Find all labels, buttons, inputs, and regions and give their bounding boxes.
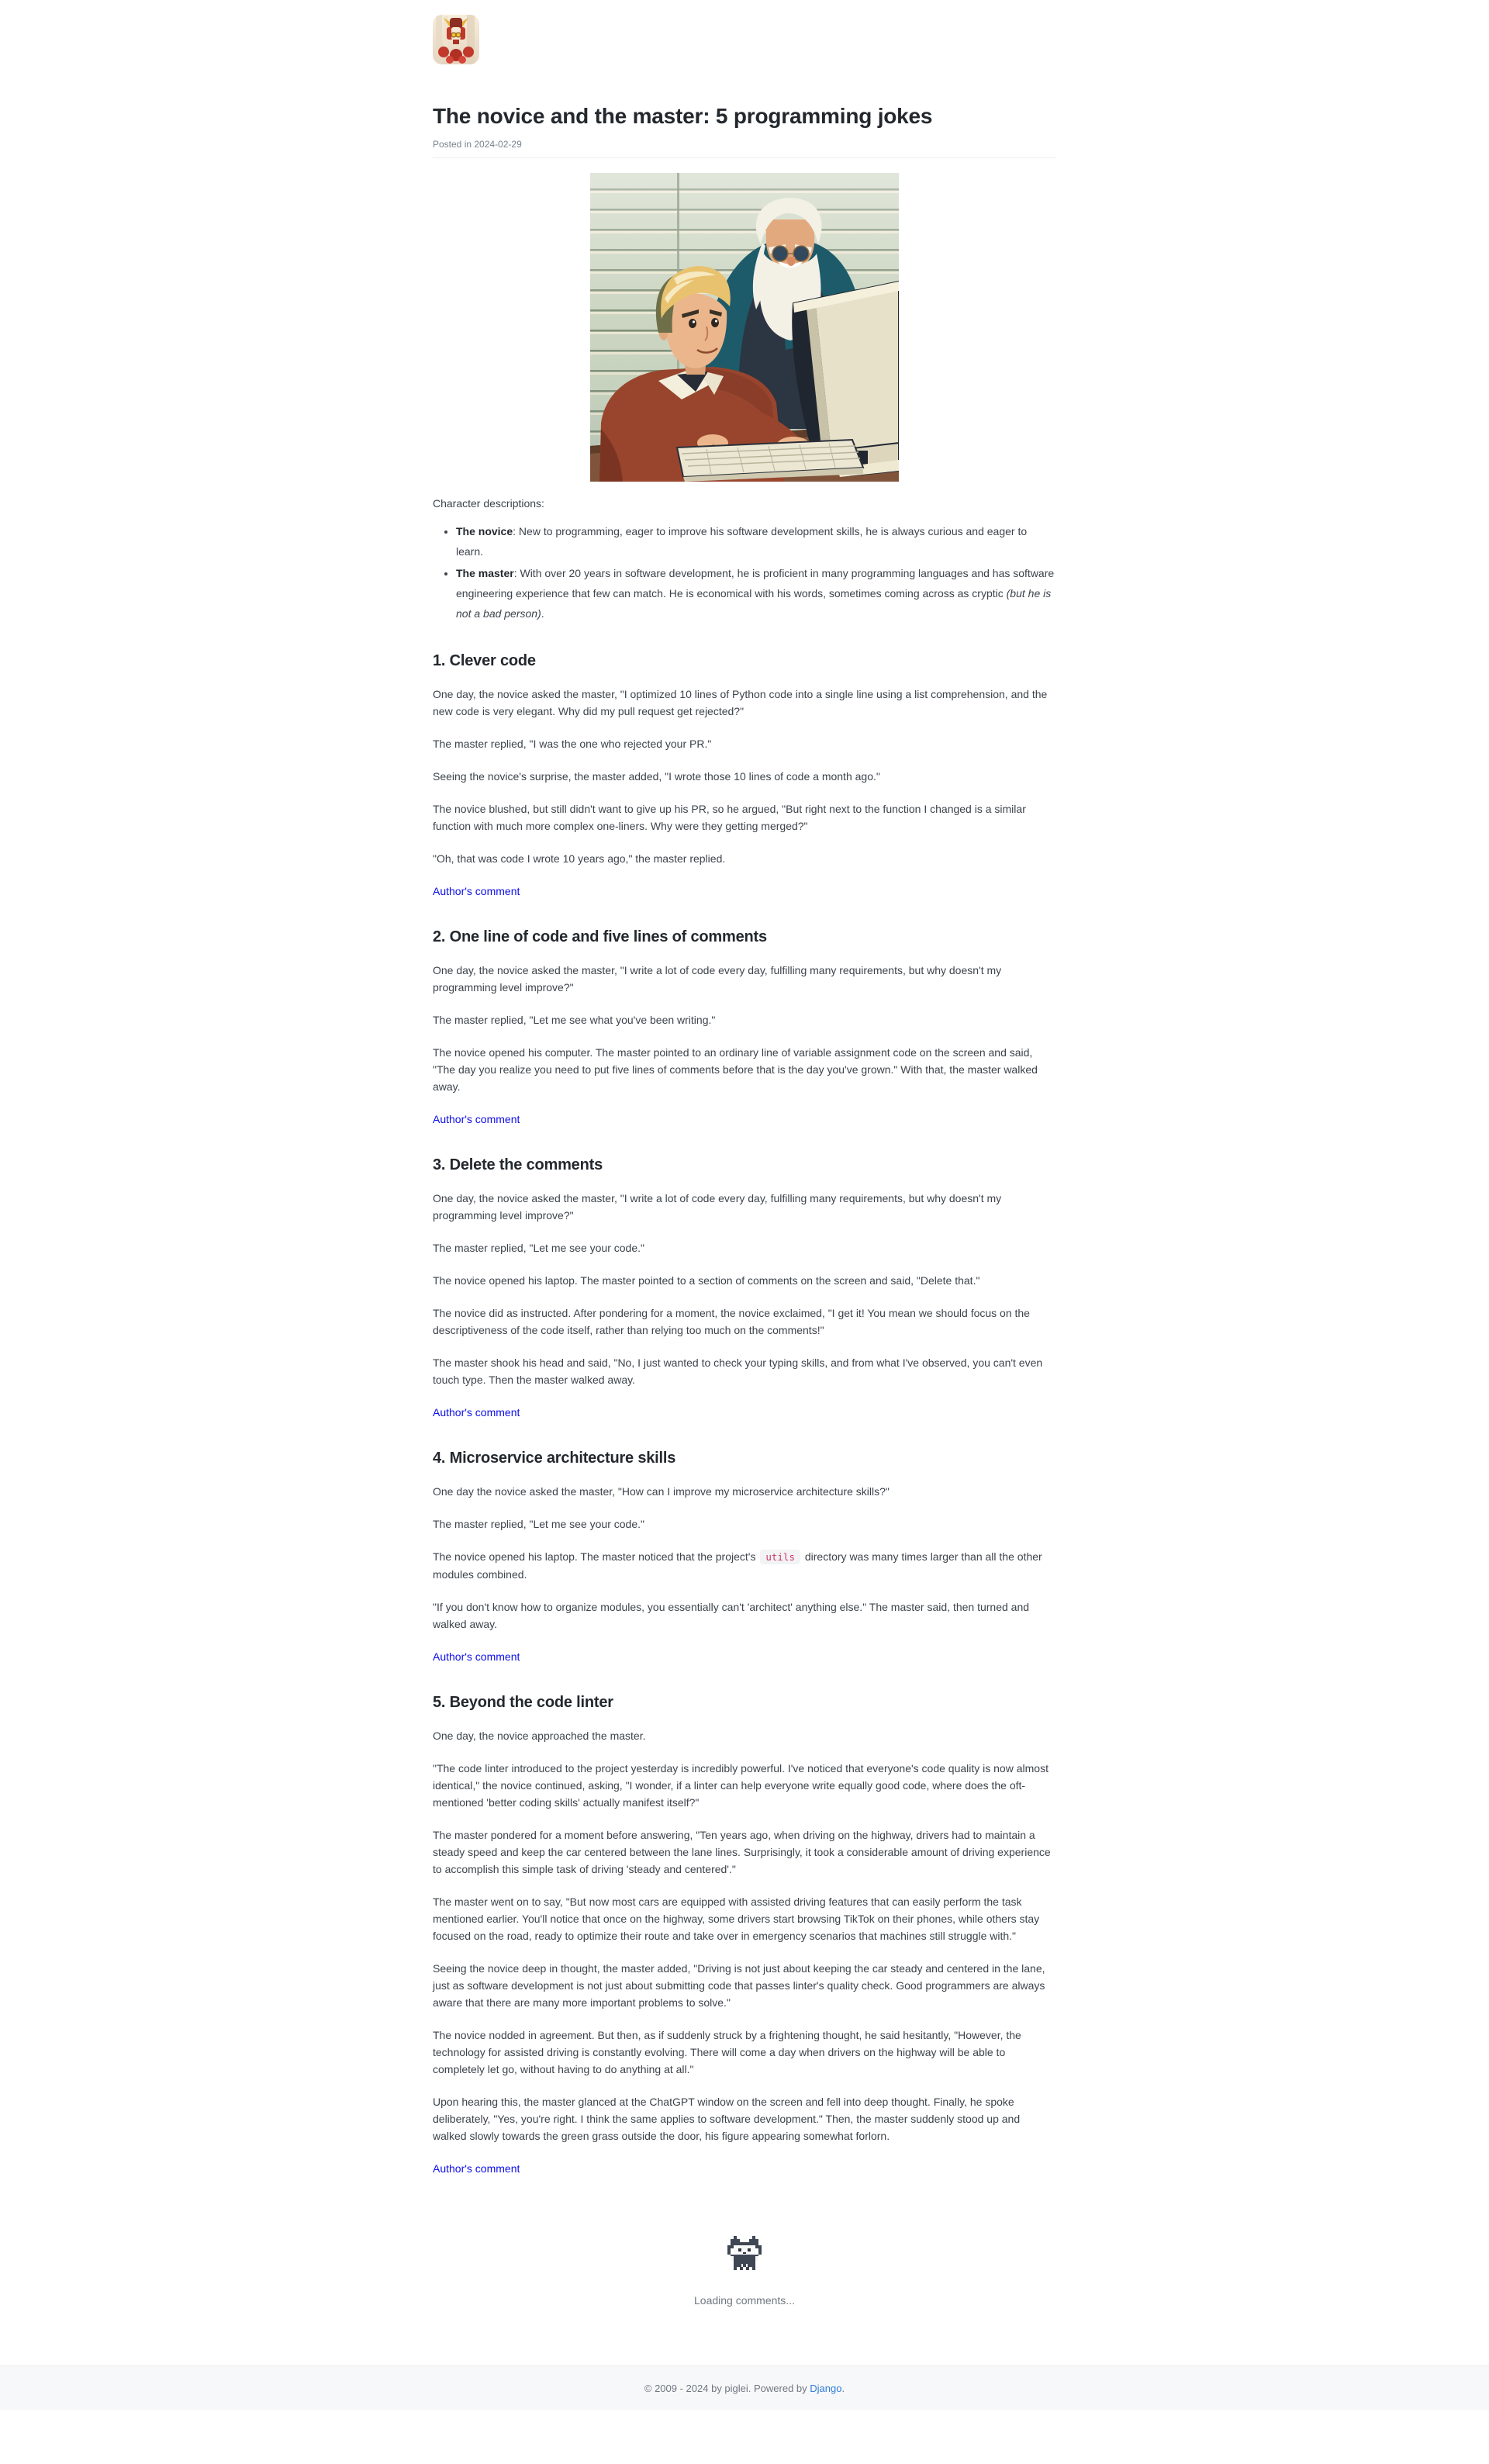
paragraph: One day, the novice asked the master, "I write a lot of code every day, fulfilling many requirements, but why doesn't my programming level improve?" xyxy=(433,1192,1002,1222)
section-heading: 5. Beyond the code linter xyxy=(433,1694,613,1711)
paragraph: One day, the novice asked the master, "I write a lot of code every day, fulfilling many requirements, but why doesn't my programming level improve?" xyxy=(433,964,1002,994)
site-logo-avatar[interactable] xyxy=(433,15,479,64)
page-title: The novice and the master: 5 programming jokes xyxy=(433,104,933,128)
paragraph: The novice blushed, but still didn't want to give up his PR, so he argued, "But right next to the function I changed is a similar function with much more complex one-liners. Why were they getting merged?" xyxy=(433,803,1026,832)
paragraph: The novice opened his computer. The master pointed to an ordinary line of variable assignment code on the screen and said, "The day you realize you need to put five lines of comments before that is the day you've grown." With that, the master walked away. xyxy=(433,1046,1038,1093)
post-date-meta: Posted in 2024-02-29 xyxy=(433,139,522,150)
paragraph: Upon hearing this, the master glanced at the ChatGPT window on the screen and fell into deep thought. Finally, he spoke deliberately, "Yes, you're right. I think the same applies to software development." Then, the master suddenly stood up and walked slowly towards the green grass outside the door, his figure appearing somewhat forlorn. xyxy=(433,2096,1021,2142)
character-list xyxy=(433,521,1056,624)
authors-comment-link[interactable]: Author's comment xyxy=(433,885,520,897)
authors-comment-link[interactable]: Author's comment xyxy=(433,2162,520,2175)
authors-comment-link[interactable]: Author's comment xyxy=(433,1406,520,1419)
section-beyond-the-code-linter xyxy=(433,1692,1056,2177)
novice-and-master-illustration xyxy=(590,173,899,482)
divider xyxy=(433,157,1056,158)
paragraph: The master replied, "Let me see your code." xyxy=(433,1242,644,1254)
django-link[interactable]: Django xyxy=(810,2382,842,2394)
paragraph: The master replied, "Let me see your code." xyxy=(433,1518,644,1530)
paragraph: One day, the novice asked the master, "I optimized 10 lines of Python code into a single line using a list comprehension, and the new code is very elegant. Why did my pull request get rejected?" xyxy=(433,688,1048,717)
section-heading: 3. Delete the comments xyxy=(433,1156,603,1173)
paragraph: The master replied, "Let me see what you've been writing." xyxy=(433,1014,716,1026)
character-descriptions-label: Character descriptions: xyxy=(433,497,544,510)
section-delete-the-comments xyxy=(433,1154,1056,1421)
content-column xyxy=(433,0,1056,2307)
paragraph: The master shook his head and said, "No, I just wanted to check your typing skills, and from what I've observed, you can't even touch type. Then the master walked away. xyxy=(433,1356,1043,1386)
paragraph: The master replied, "I was the one who rejected your PR." xyxy=(433,738,712,750)
comments-loading-area xyxy=(433,2236,1056,2307)
section-microservice-architecture xyxy=(433,1447,1056,1665)
inline-code-utils: utils xyxy=(760,1550,800,1564)
paragraph: The novice nodded in agreement. But then, as if suddenly struck by a frightening thought, he said hesitantly, "However, the technology for assisted driving is constantly evolving. There will come a day when drivers on the highway will be able to completely let go, without having to do anything at all." xyxy=(433,2029,1021,2075)
paragraph: "Oh, that was code I wrote 10 years ago," the master replied. xyxy=(433,852,726,865)
paragraph: The master went on to say, "But now most cars are equipped with assisted driving features that can easily perform the task mentioned earlier. You'll notice that once on the highway, some drivers start browsing TikTok on their phones, while others stay focused on the road, ready to optimize their route and take over in emergency scenarios that machines still struggle with." xyxy=(433,1896,1040,1942)
copyright-text: © 2009 - 2024 by piglei. Powered by Django. xyxy=(644,2382,845,2394)
section-heading: 4. Microservice architecture skills xyxy=(433,1450,676,1467)
paragraph: "The code linter introduced to the project yesterday is incredibly powerful. I've noticed that everyone's code quality is now almost identical," the novice continued, asking, "I wonder, if a linter can help everyone write equally good code, where does the oft-mentioned 'better coding skills' actually manifest itself?" xyxy=(433,1762,1049,1809)
list-item-master: • The master: With over 20 years in software development, he is proficient in many programming languages and has software engineering experience that few can match. He is economical with his words, sometimes coming across as cryptic (but he is not a bad person). xyxy=(456,563,1056,624)
section-heading: 2. One line of code and five lines of comments xyxy=(433,928,767,945)
paragraph: One day, the novice approached the master. xyxy=(433,1730,646,1742)
paragraph: The novice opened his laptop. The master pointed to a section of comments on the screen and said, "Delete that." xyxy=(433,1274,980,1287)
section-heading: 1. Clever code xyxy=(433,652,536,669)
paragraph-with-inline-code: The novice opened his laptop. The master noticed that the project's utils directory was many times larger than all the other modules combined. xyxy=(433,1550,1042,1581)
site-footer xyxy=(0,2366,1489,2410)
paragraph: One day the novice asked the master, "How can I improve my microservice architecture skills?" xyxy=(433,1485,890,1498)
paragraph: The novice did as instructed. After pondering for a moment, the novice exclaimed, "I get it! You mean we should focus on the descriptiveness of the code itself, rather than relying too much on the comments!" xyxy=(433,1307,1030,1336)
paragraph: Seeing the novice's surprise, the master added, "I wrote those 10 lines of code a month ago." xyxy=(433,770,880,783)
paragraph: The master pondered for a moment before answering, "Ten years ago, when driving on the highway, drivers had to maintain a steady speed and keep the car centered between the lane lines. Surprisingly, it took a considerable amount of driving experience to accomplish this simple task of driving 'steady and centered'." xyxy=(433,1829,1051,1875)
authors-comment-link[interactable]: Author's comment xyxy=(433,1113,520,1125)
section-clever-code xyxy=(433,650,1056,900)
paragraph: Seeing the novice deep in thought, the master added, "Driving is not just about keeping the car steady and centered in the lane, just as software development is not just about submitting code that passes linter's quality check. Good programmers are always aware that there are many more important problems to solve." xyxy=(433,1962,1045,2009)
list-item-novice: • The novice: New to programming, eager to improve his software development skills, he is always curious and eager to learn. xyxy=(456,521,1056,562)
paragraph: "If you don't know how to organize modules, you essentially can't 'architect' anything else." The master said, then turned and walked away. xyxy=(433,1601,1030,1630)
hero-illustration xyxy=(433,173,1056,486)
loading-comments-text: Loading comments... xyxy=(694,2294,795,2307)
section-one-line-five-comments xyxy=(433,926,1056,1128)
mascot-pixel-cat-icon xyxy=(727,2236,762,2273)
robot-toy-avatar-icon xyxy=(433,15,479,64)
authors-comment-link[interactable]: Author's comment xyxy=(433,1650,520,1663)
